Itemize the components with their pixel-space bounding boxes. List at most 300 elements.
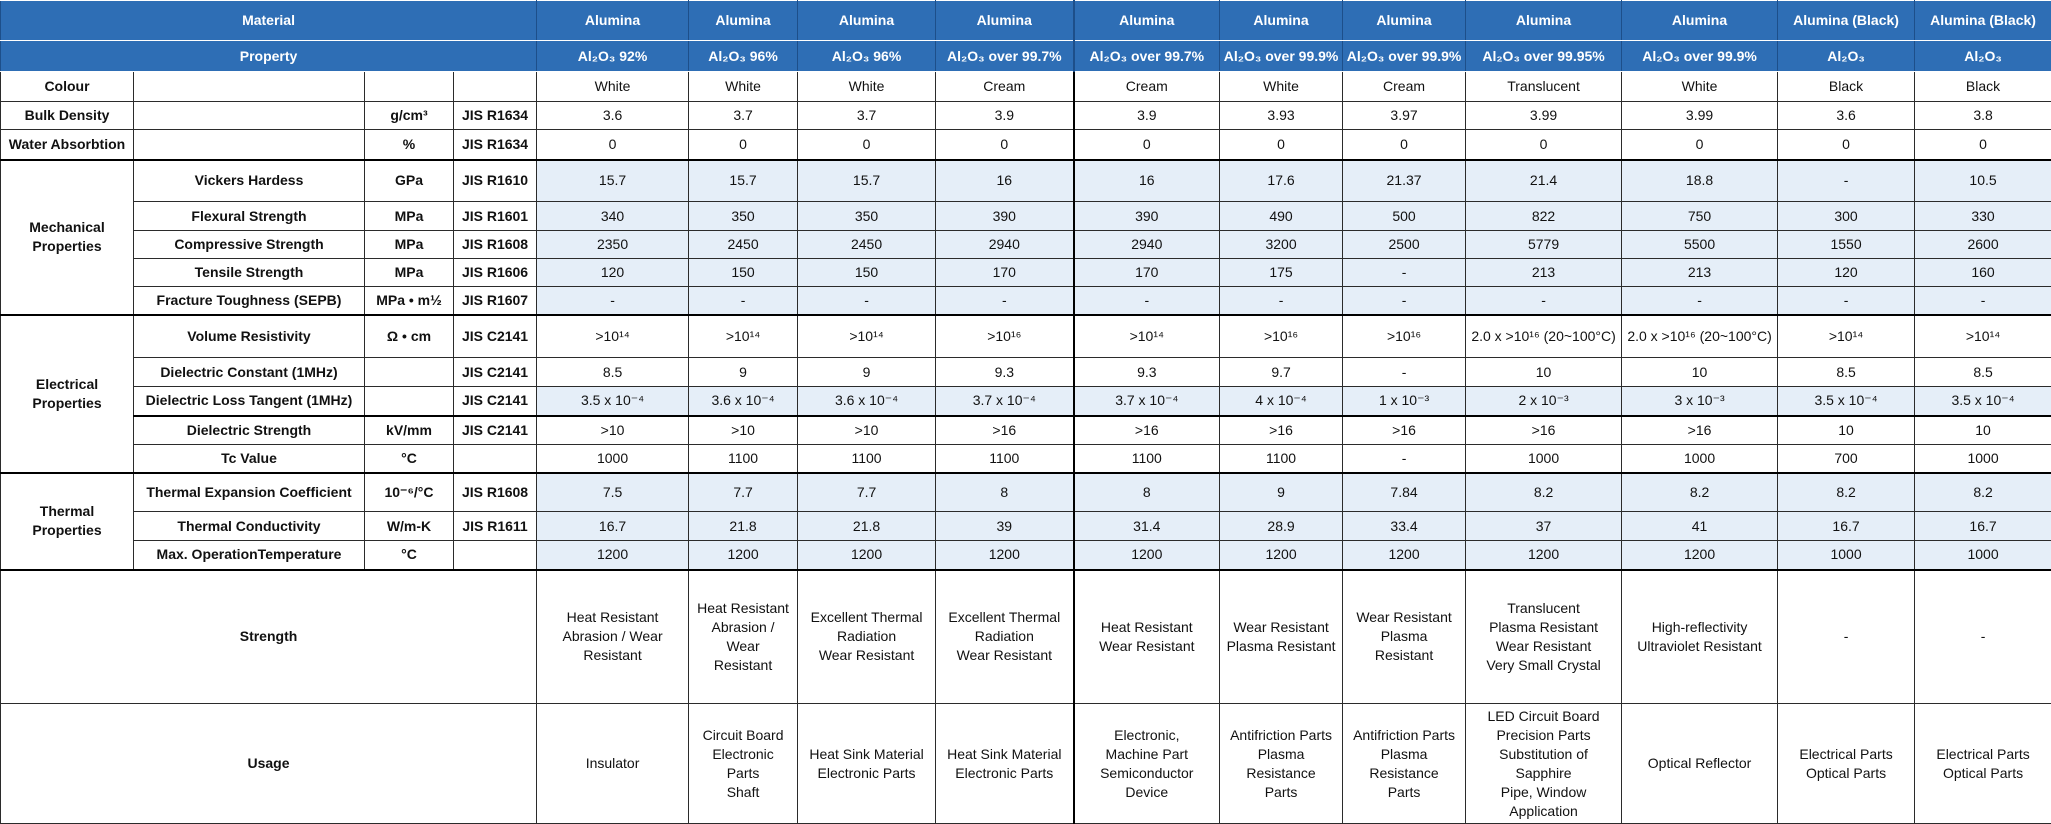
value-cell: 3.7	[689, 102, 798, 130]
value-cell: 0	[798, 130, 936, 160]
property-label: Tensile Strength	[134, 259, 365, 287]
value-cell: 1 x 10⁻³	[1343, 387, 1466, 416]
value-cell: >10	[798, 416, 936, 445]
material-grade: Al₂O₃ over 99.7%	[936, 41, 1074, 72]
unit-cell: g/cm³	[365, 102, 454, 130]
property-label: Dielectric Strength	[134, 416, 365, 445]
value-cell: 1000	[537, 445, 689, 473]
strength-cell	[689, 570, 798, 704]
value-cell: White	[689, 72, 798, 102]
value-cell: -	[1220, 287, 1343, 315]
expansion-row	[1, 473, 2051, 512]
value-cell: 3.93	[1220, 102, 1343, 130]
value-cell: >10¹⁴	[1074, 315, 1220, 358]
unit-cell	[365, 72, 454, 102]
material-grade: Al₂O₃	[1915, 41, 2051, 72]
fracture-row	[1, 287, 2051, 315]
value-cell: 3.5 x 10⁻⁴	[537, 387, 689, 416]
value-cell: 7.7	[798, 473, 936, 512]
usage-cell	[798, 704, 936, 824]
strength-text: Wear Resistant Plasma Resistant	[1227, 619, 1336, 654]
value-cell: 1100	[936, 445, 1074, 473]
value-cell: 15.7	[798, 160, 936, 202]
value-cell: 9.3	[936, 358, 1074, 387]
usage-cell	[1622, 704, 1778, 824]
standard-cell: JIS R1608	[454, 231, 537, 259]
property-label: Property	[1, 41, 537, 72]
standard-cell: JIS C2141	[454, 315, 537, 358]
value-cell: Cream	[1343, 72, 1466, 102]
value-cell: 822	[1466, 202, 1622, 231]
value-cell: 10	[1622, 358, 1778, 387]
value-cell: 1200	[1622, 541, 1778, 570]
strength-cell	[1220, 570, 1343, 704]
value-cell: White	[1220, 72, 1343, 102]
value-cell: >10	[537, 416, 689, 445]
strength-text: Excellent Thermal Radiation Wear Resistant	[811, 609, 923, 663]
usage-cell	[689, 704, 798, 824]
value-cell: 3.99	[1622, 102, 1778, 130]
value-cell: 1000	[1466, 445, 1622, 473]
value-cell: 2940	[1074, 231, 1220, 259]
value-cell: 175	[1220, 259, 1343, 287]
value-cell: 2450	[798, 231, 936, 259]
empty-cell	[134, 102, 365, 130]
unit-cell: 10⁻⁶/°C	[365, 473, 454, 512]
material-name: Alumina	[1074, 1, 1220, 41]
value-cell: 4 x 10⁻⁴	[1220, 387, 1343, 416]
electrical-group-label: Electrical Properties	[1, 315, 134, 473]
value-cell: 2940	[936, 231, 1074, 259]
value-cell: 3 x 10⁻³	[1622, 387, 1778, 416]
value-cell: 2.0 x >10¹⁶ (20~100°C)	[1622, 315, 1778, 358]
value-cell: White	[1622, 72, 1778, 102]
unit-cell: kV/mm	[365, 416, 454, 445]
thermal-group-label: Thermal Properties	[1, 473, 134, 570]
value-cell: -	[798, 287, 936, 315]
value-cell: >10¹⁴	[1778, 315, 1915, 358]
value-cell: Cream	[936, 72, 1074, 102]
value-cell: >10¹⁶	[1343, 315, 1466, 358]
strength-cell	[1343, 570, 1466, 704]
property-label: Max. OperationTemperature	[134, 541, 365, 570]
usage-cell	[1343, 704, 1466, 824]
value-cell: 1200	[1466, 541, 1622, 570]
usage-text: Antifriction Parts Plasma Resistance Parts	[1353, 727, 1455, 800]
strength-cell	[1622, 570, 1778, 704]
usage-cell	[537, 704, 689, 824]
value-cell: 17.6	[1220, 160, 1343, 202]
value-cell: 1200	[798, 541, 936, 570]
value-cell: Black	[1778, 72, 1915, 102]
strength-cell	[798, 570, 936, 704]
value-cell: >10¹⁴	[1915, 315, 2051, 358]
strength-text: Wear Resistant Plasma Resistant	[1356, 609, 1451, 663]
material-name: Alumina (Black)	[1915, 1, 2051, 41]
unit-cell: MPa • m½	[365, 287, 454, 315]
value-cell: 2450	[689, 231, 798, 259]
strength-text: Heat Resistant Wear Resistant	[1099, 619, 1194, 654]
tc-row	[1, 445, 2051, 473]
value-cell: 8.5	[1778, 358, 1915, 387]
value-cell: 1100	[1220, 445, 1343, 473]
max-temp-row	[1, 541, 2051, 570]
value-cell: 8	[1074, 473, 1220, 512]
value-cell: >16	[1343, 416, 1466, 445]
material-header-row	[1, 1, 2051, 41]
value-cell: 21.8	[689, 512, 798, 541]
value-cell: 37	[1466, 512, 1622, 541]
value-cell: 15.7	[689, 160, 798, 202]
value-cell: 330	[1915, 202, 2051, 231]
value-cell: 16.7	[1915, 512, 2051, 541]
value-cell: 3.5 x 10⁻⁴	[1778, 387, 1915, 416]
material-name: Alumina	[1622, 1, 1778, 41]
property-label: Fracture Toughness (SEPB)	[134, 287, 365, 315]
value-cell: 0	[936, 130, 1074, 160]
usage-text: LED Circuit Board Precision Parts Substitution of Sapphire Pipe, Window Application	[1488, 708, 1600, 819]
value-cell: 213	[1622, 259, 1778, 287]
value-cell: 16.7	[1778, 512, 1915, 541]
value-cell: 15.7	[537, 160, 689, 202]
value-cell: 3.5 x 10⁻⁴	[1915, 387, 2051, 416]
usage-row	[1, 704, 2051, 824]
standard-cell: JIS R1634	[454, 102, 537, 130]
value-cell: 1000	[1778, 541, 1915, 570]
material-grade: Al₂O₃ 96%	[689, 41, 798, 72]
value-cell: 3.6 x 10⁻⁴	[798, 387, 936, 416]
value-cell: >16	[1220, 416, 1343, 445]
value-cell: 5500	[1622, 231, 1778, 259]
property-header-row	[1, 41, 2051, 72]
value-cell: 8.5	[537, 358, 689, 387]
empty-cell	[134, 130, 365, 160]
value-cell: 3.6	[537, 102, 689, 130]
tensile-row	[1, 259, 2051, 287]
value-cell: 3.6	[1778, 102, 1915, 130]
strength-text: -	[1981, 628, 1986, 644]
value-cell: >16	[936, 416, 1074, 445]
value-cell: 7.84	[1343, 473, 1466, 512]
water-row	[1, 130, 2051, 160]
value-cell: White	[798, 72, 936, 102]
material-grade: Al₂O₃ over 99.95%	[1466, 41, 1622, 72]
material-grade: Al₂O₃ 92%	[537, 41, 689, 72]
value-cell: 8.2	[1466, 473, 1622, 512]
value-cell: 8.5	[1915, 358, 2051, 387]
loss-row	[1, 387, 2051, 416]
unit-cell	[365, 358, 454, 387]
material-grade: Al₂O₃ over 99.9%	[1343, 41, 1466, 72]
value-cell: 160	[1915, 259, 2051, 287]
value-cell: 10.5	[1915, 160, 2051, 202]
standard-cell: JIS R1608	[454, 473, 537, 512]
value-cell: 1200	[1074, 541, 1220, 570]
value-cell: 3.8	[1915, 102, 2051, 130]
value-cell: >10¹⁴	[798, 315, 936, 358]
unit-cell	[365, 387, 454, 416]
value-cell: 18.8	[1622, 160, 1778, 202]
value-cell: 120	[537, 259, 689, 287]
material-grade: Al₂O₃ 96%	[798, 41, 936, 72]
value-cell: 33.4	[1343, 512, 1466, 541]
value-cell: 8.2	[1778, 473, 1915, 512]
usage-text: Heat Sink Material Electronic Parts	[809, 746, 923, 781]
value-cell: >10¹⁶	[936, 315, 1074, 358]
strength-cell	[1074, 570, 1220, 704]
property-label: Flexural Strength	[134, 202, 365, 231]
material-name: Alumina	[936, 1, 1074, 41]
value-cell: 3.6 x 10⁻⁴	[689, 387, 798, 416]
value-cell: 350	[798, 202, 936, 231]
value-cell: 1200	[537, 541, 689, 570]
value-cell: 16.7	[537, 512, 689, 541]
standard-cell	[454, 541, 537, 570]
unit-cell: MPa	[365, 202, 454, 231]
value-cell: 1100	[689, 445, 798, 473]
value-cell: 120	[1778, 259, 1915, 287]
value-cell: 9	[689, 358, 798, 387]
value-cell: Cream	[1074, 72, 1220, 102]
unit-cell: MPa	[365, 231, 454, 259]
value-cell: >16	[1622, 416, 1778, 445]
value-cell: -	[537, 287, 689, 315]
value-cell: 0	[537, 130, 689, 160]
usage-cell	[1220, 704, 1343, 824]
value-cell: >16	[1466, 416, 1622, 445]
conductivity-row	[1, 512, 2051, 541]
usage-text: Insulator	[586, 755, 640, 771]
value-cell: Black	[1915, 72, 2051, 102]
value-cell: 2600	[1915, 231, 2051, 259]
value-cell: 9.7	[1220, 358, 1343, 387]
unit-cell: GPa	[365, 160, 454, 202]
property-label: Compressive Strength	[134, 231, 365, 259]
value-cell: 8.2	[1622, 473, 1778, 512]
property-label: Thermal Expansion Coefficient	[134, 473, 365, 512]
standard-cell: JIS R1611	[454, 512, 537, 541]
value-cell: 8	[936, 473, 1074, 512]
strength-cell	[1466, 570, 1622, 704]
dielectric-strength-row	[1, 416, 2051, 445]
value-cell: -	[1343, 259, 1466, 287]
value-cell: -	[1343, 445, 1466, 473]
property-label: Dielectric Loss Tangent (1MHz)	[134, 387, 365, 416]
standard-cell: JIS C2141	[454, 387, 537, 416]
value-cell: 16	[936, 160, 1074, 202]
value-cell: 7.5	[537, 473, 689, 512]
value-cell: White	[537, 72, 689, 102]
standard-cell: JIS R1607	[454, 287, 537, 315]
unit-cell: W/m-K	[365, 512, 454, 541]
value-cell: 700	[1778, 445, 1915, 473]
value-cell: 2 x 10⁻³	[1466, 387, 1622, 416]
property-label: Tc Value	[134, 445, 365, 473]
value-cell: 31.4	[1074, 512, 1220, 541]
property-label: Bulk Density	[1, 102, 134, 130]
value-cell: 21.37	[1343, 160, 1466, 202]
value-cell: 390	[1074, 202, 1220, 231]
material-name: Alumina	[689, 1, 798, 41]
usage-text: Electrical Parts Optical Parts	[1936, 746, 2029, 781]
colour-row	[1, 72, 2051, 102]
value-cell: 300	[1778, 202, 1915, 231]
usage-text: Optical Reflector	[1648, 755, 1751, 771]
value-cell: 1200	[1343, 541, 1466, 570]
standard-cell: JIS C2141	[454, 416, 537, 445]
value-cell: -	[936, 287, 1074, 315]
value-cell: 490	[1220, 202, 1343, 231]
material-grade: Al₂O₃ over 99.7%	[1074, 41, 1220, 72]
property-label: Vickers Hardess	[134, 160, 365, 202]
standard-cell	[454, 445, 537, 473]
value-cell: >10	[689, 416, 798, 445]
value-cell: 0	[1622, 130, 1778, 160]
strength-text: Heat Resistant Abrasion / Wear Resistant	[697, 600, 789, 673]
usage-text: Electrical Parts Optical Parts	[1799, 746, 1892, 781]
value-cell: 3.7 x 10⁻⁴	[936, 387, 1074, 416]
value-cell: 2350	[537, 231, 689, 259]
dielectric-const-row	[1, 358, 2051, 387]
usage-text: Circuit Board Electronic Parts Shaft	[703, 727, 784, 800]
unit-cell: °C	[365, 541, 454, 570]
value-cell: 2.0 x >10¹⁶ (20~100°C)	[1466, 315, 1622, 358]
property-label: Colour	[1, 72, 134, 102]
value-cell: >10¹⁶	[1220, 315, 1343, 358]
value-cell: 10	[1466, 358, 1622, 387]
value-cell: 0	[1778, 130, 1915, 160]
strength-cell	[936, 570, 1074, 704]
value-cell: -	[1466, 287, 1622, 315]
value-cell: 750	[1622, 202, 1778, 231]
material-label: Material	[1, 1, 537, 41]
value-cell: 41	[1622, 512, 1778, 541]
value-cell: 9	[1220, 473, 1343, 512]
volume-row	[1, 315, 2051, 358]
value-cell: 213	[1466, 259, 1622, 287]
strength-cell	[1915, 570, 2051, 704]
value-cell: 28.9	[1220, 512, 1343, 541]
unit-cell: %	[365, 130, 454, 160]
strength-label: Strength	[1, 570, 537, 704]
value-cell: 10	[1915, 416, 2051, 445]
value-cell: 16	[1074, 160, 1220, 202]
value-cell: -	[1778, 160, 1915, 202]
usage-text: Heat Sink Material Electronic Parts	[947, 746, 1061, 781]
material-name: Alumina	[1466, 1, 1622, 41]
empty-cell	[134, 72, 365, 102]
value-cell: >16	[1074, 416, 1220, 445]
material-name: Alumina (Black)	[1778, 1, 1915, 41]
value-cell: 7.7	[689, 473, 798, 512]
property-label: Water Absorbtion	[1, 130, 134, 160]
value-cell: 3.9	[936, 102, 1074, 130]
mechanical-group-label: Mechanical Properties	[1, 160, 134, 315]
value-cell: 0	[689, 130, 798, 160]
property-label: Volume Resistivity	[134, 315, 365, 358]
value-cell: 0	[1220, 130, 1343, 160]
standard-cell: JIS R1606	[454, 259, 537, 287]
strength-row	[1, 570, 2051, 704]
value-cell: 3.7 x 10⁻⁴	[1074, 387, 1220, 416]
usage-cell	[1915, 704, 2051, 824]
standard-cell: JIS C2141	[454, 358, 537, 387]
value-cell: 3200	[1220, 231, 1343, 259]
unit-cell: Ω • cm	[365, 315, 454, 358]
standard-cell: JIS R1610	[454, 160, 537, 202]
value-cell: 1100	[798, 445, 936, 473]
value-cell: -	[1622, 287, 1778, 315]
value-cell: -	[1074, 287, 1220, 315]
value-cell: 1200	[1220, 541, 1343, 570]
value-cell: 39	[936, 512, 1074, 541]
value-cell: 9.3	[1074, 358, 1220, 387]
density-row	[1, 102, 2051, 130]
unit-cell: °C	[365, 445, 454, 473]
usage-cell	[936, 704, 1074, 824]
value-cell: 1100	[1074, 445, 1220, 473]
usage-label: Usage	[1, 704, 537, 824]
material-name: Alumina	[798, 1, 936, 41]
value-cell: 1000	[1915, 541, 2051, 570]
material-name: Alumina	[1220, 1, 1343, 41]
usage-text: Antifriction Parts Plasma Resistance Parts	[1230, 727, 1332, 800]
value-cell: -	[1915, 287, 2051, 315]
value-cell: 9	[798, 358, 936, 387]
unit-cell: MPa	[365, 259, 454, 287]
usage-cell	[1778, 704, 1915, 824]
value-cell: 1000	[1622, 445, 1778, 473]
value-cell: -	[1343, 358, 1466, 387]
value-cell: 0	[1343, 130, 1466, 160]
value-cell: 21.4	[1466, 160, 1622, 202]
flexural-row	[1, 202, 2051, 231]
value-cell: 1200	[689, 541, 798, 570]
usage-cell	[1074, 704, 1220, 824]
standard-cell	[454, 72, 537, 102]
value-cell: 340	[537, 202, 689, 231]
standard-cell: JIS R1634	[454, 130, 537, 160]
material-name: Alumina	[1343, 1, 1466, 41]
material-name: Alumina	[537, 1, 689, 41]
strength-text: Translucent Plasma Resistant Wear Resistant Very Small Crystal	[1486, 600, 1600, 673]
property-label: Dielectric Constant (1MHz)	[134, 358, 365, 387]
value-cell: 3.97	[1343, 102, 1466, 130]
value-cell: 500	[1343, 202, 1466, 231]
value-cell: -	[1778, 287, 1915, 315]
strength-text: -	[1844, 628, 1849, 644]
value-cell: Translucent	[1466, 72, 1622, 102]
value-cell: 1200	[936, 541, 1074, 570]
value-cell: 0	[1074, 130, 1220, 160]
value-cell: 8.2	[1915, 473, 2051, 512]
value-cell: 5779	[1466, 231, 1622, 259]
value-cell: 170	[1074, 259, 1220, 287]
value-cell: 3.9	[1074, 102, 1220, 130]
value-cell: 1550	[1778, 231, 1915, 259]
compressive-row	[1, 231, 2051, 259]
value-cell: 350	[689, 202, 798, 231]
strength-text: Heat Resistant Abrasion / Wear Resistant	[562, 609, 662, 663]
value-cell: >10¹⁴	[537, 315, 689, 358]
usage-cell	[1466, 704, 1622, 824]
value-cell: 390	[936, 202, 1074, 231]
standard-cell: JIS R1601	[454, 202, 537, 231]
value-cell: -	[1343, 287, 1466, 315]
property-label: Thermal Conductivity	[134, 512, 365, 541]
value-cell: 10	[1778, 416, 1915, 445]
value-cell: -	[689, 287, 798, 315]
